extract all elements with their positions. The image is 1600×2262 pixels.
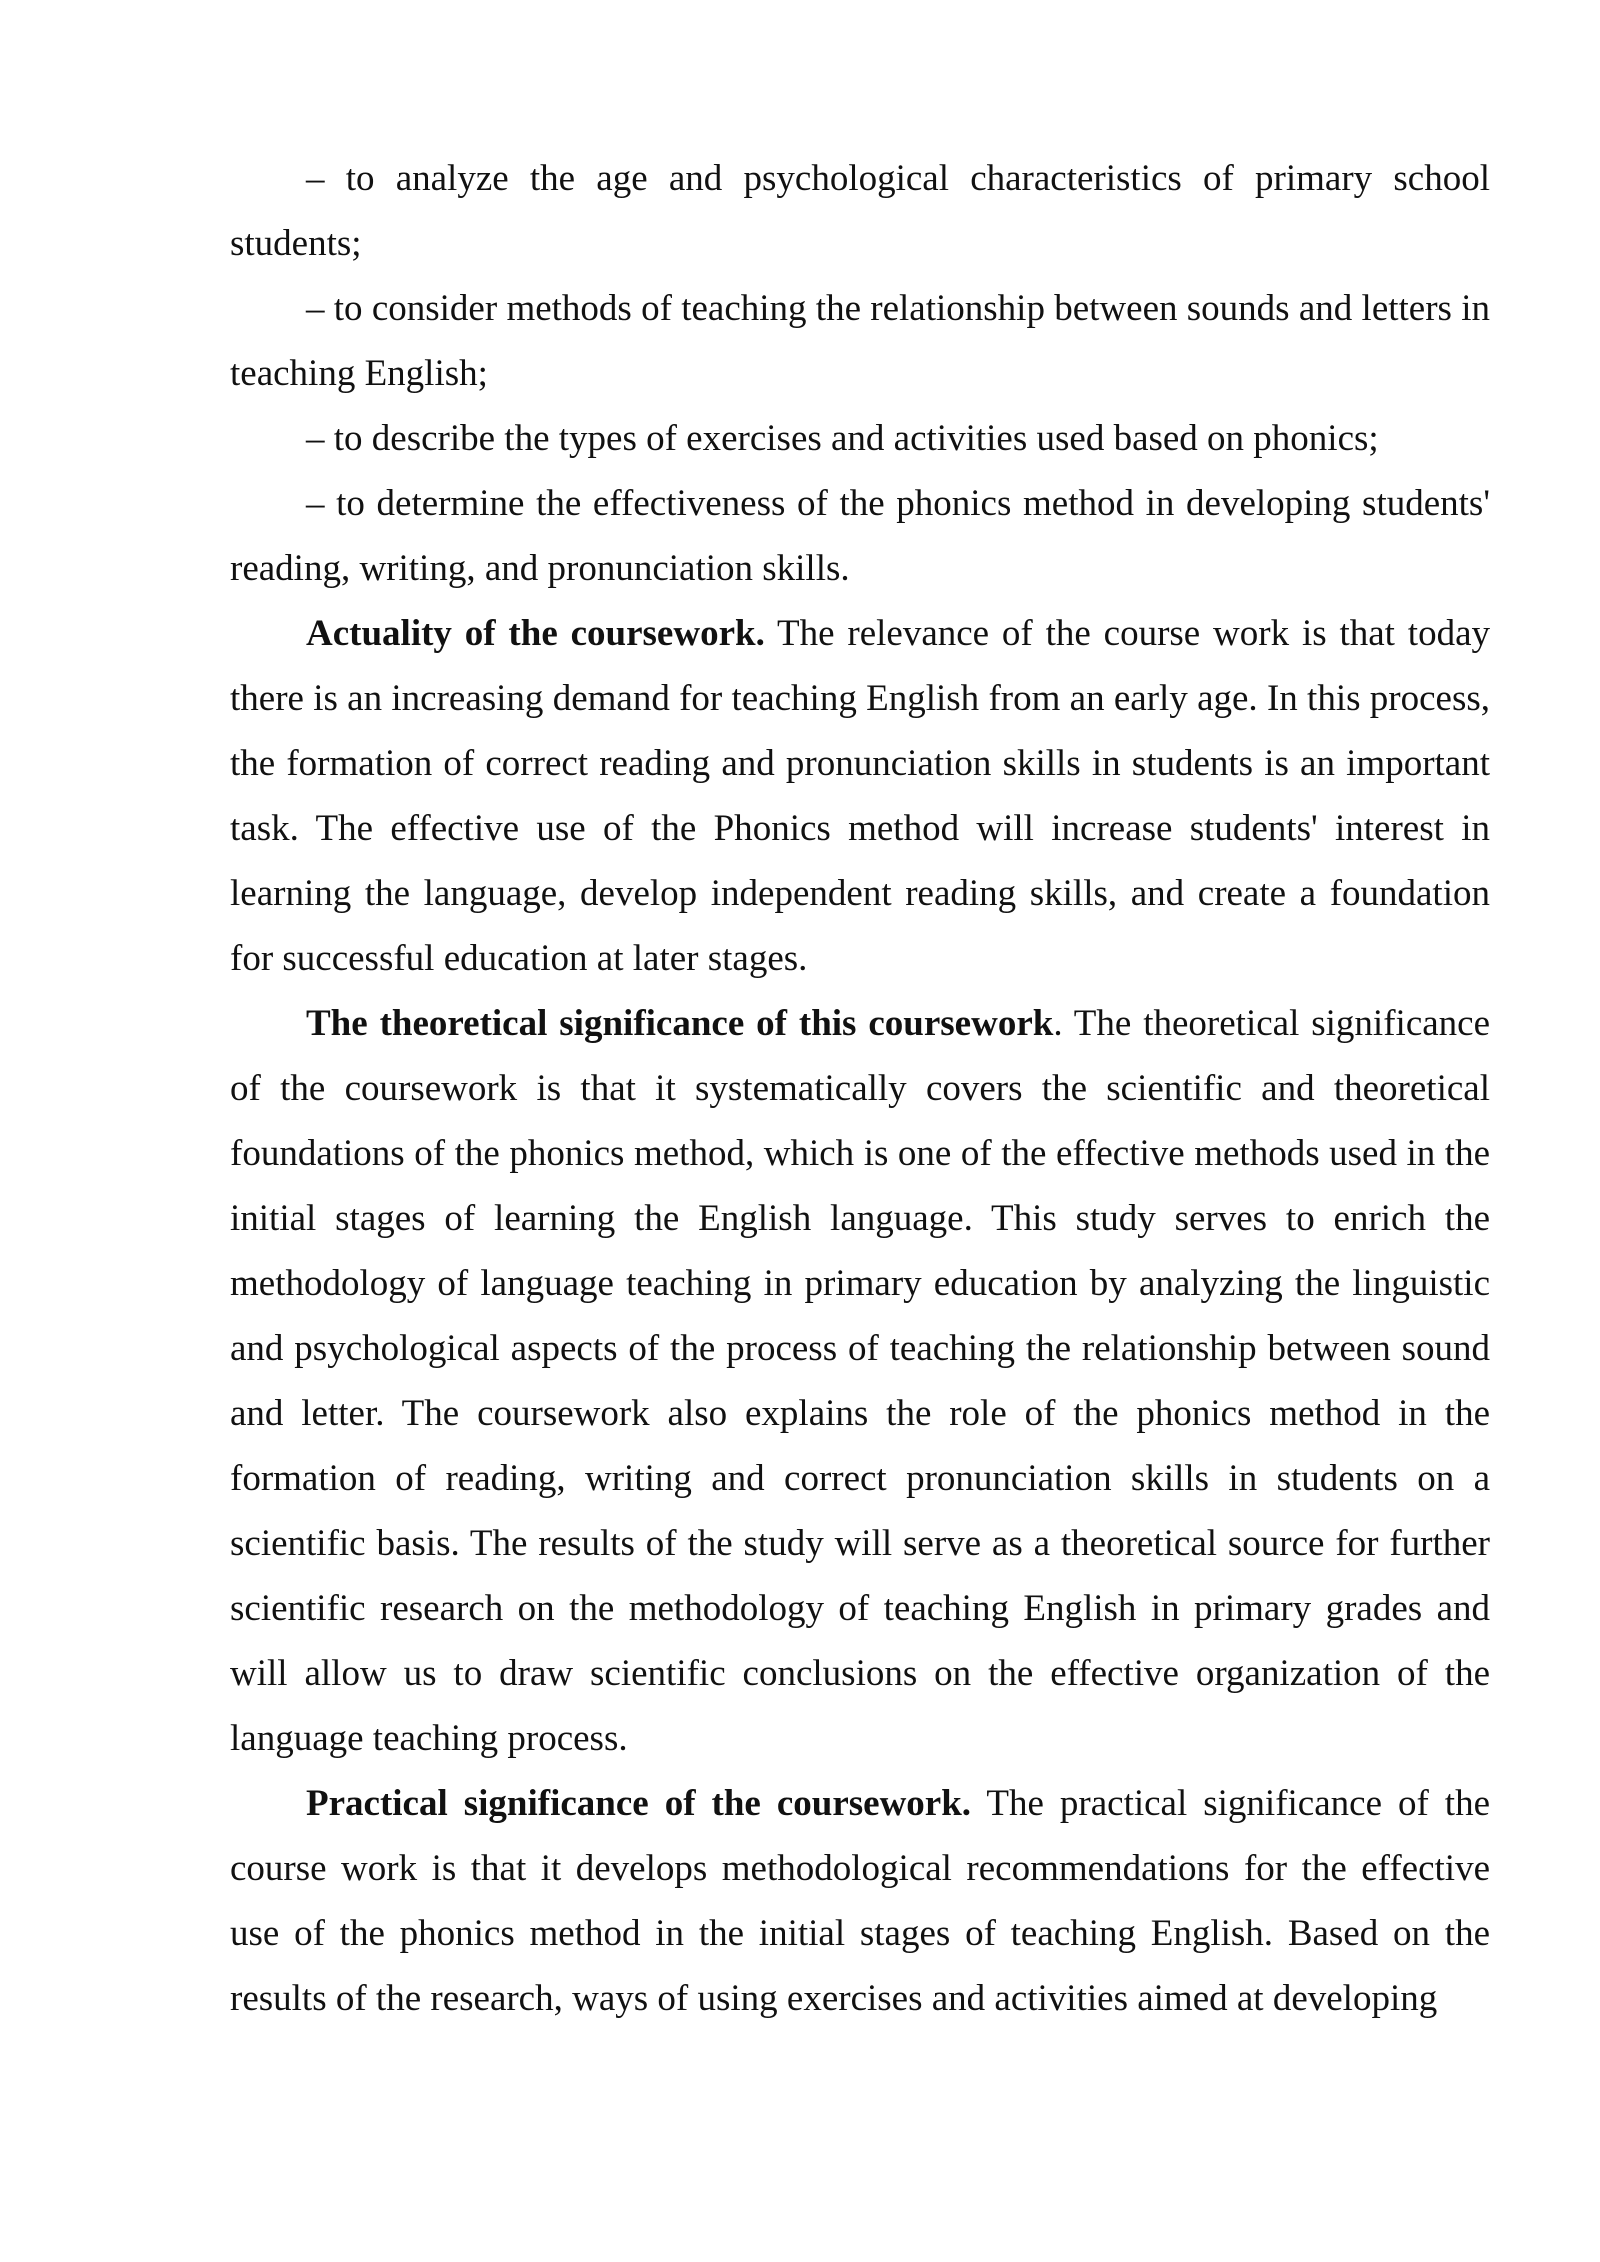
- practical-significance-heading: Practical significance of the coursework.: [306, 1783, 972, 1824]
- actuality-heading: Actuality of the coursework.: [306, 613, 765, 654]
- task-item-teaching-methods: [230, 276, 1490, 406]
- task-item-effectiveness: [230, 471, 1490, 601]
- actuality-paragraph: [230, 601, 1490, 991]
- practical-significance-paragraph: [230, 1771, 1490, 2031]
- practical-significance-text: The practical significance of the course work is that it develops methodological recommendations for the effective use of the phonics method in the initial stages of teaching English. Based on the results of the research, ways of using exercises and activities aimed at developing: [230, 1783, 1490, 2019]
- paragraph-text: – to describe the types of exercises and activities used based on phonics;: [306, 418, 1379, 459]
- theoretical-significance-heading: The theoretical significance of this coursework: [306, 1003, 1054, 1044]
- document-page: [230, 0, 1490, 2031]
- task-item-exercise-types: [230, 406, 1490, 471]
- task-item-age-characteristics: [230, 146, 1490, 276]
- paragraph-text: – to analyze the age and psychological characteristics of primary school students;: [230, 158, 1490, 264]
- theoretical-significance-paragraph: [230, 991, 1490, 1771]
- theoretical-significance-text: . The theoretical significance of the coursework is that it systematically covers the scientific and theoretical foundations of the phonics method, which is one of the effective methods used in the initial stages of learning the English language. This study serves to enrich the methodology of language teaching in primary education by analyzing the linguistic and psychological aspects of the process of teaching the relationship between sound and letter. The coursework also explains the role of the phonics method in the formation of reading, writing and correct pronunciation skills in students on a scientific basis. The results of the study will serve as a theoretical source for further scientific research on the methodology of teaching English in primary grades and will allow us to draw scientific conclusions on the effective organization of the language teaching process.: [230, 1003, 1491, 1759]
- paragraph-text: – to consider methods of teaching the relationship between sounds and letters in teaching English;: [230, 288, 1490, 394]
- actuality-text: The relevance of the course work is that today there is an increasing demand for teaching English from an early age. In this process, the formation of correct reading and pronunciation skills in students is an important task. The effective use of the Phonics method will increase students' interest in learning the language, develop independent reading skills, and create a foundation for successful education at later stages.: [230, 613, 1491, 979]
- paragraph-text: – to determine the effectiveness of the phonics method in developing students' reading, writing, and pronunciation skills.: [230, 483, 1490, 589]
